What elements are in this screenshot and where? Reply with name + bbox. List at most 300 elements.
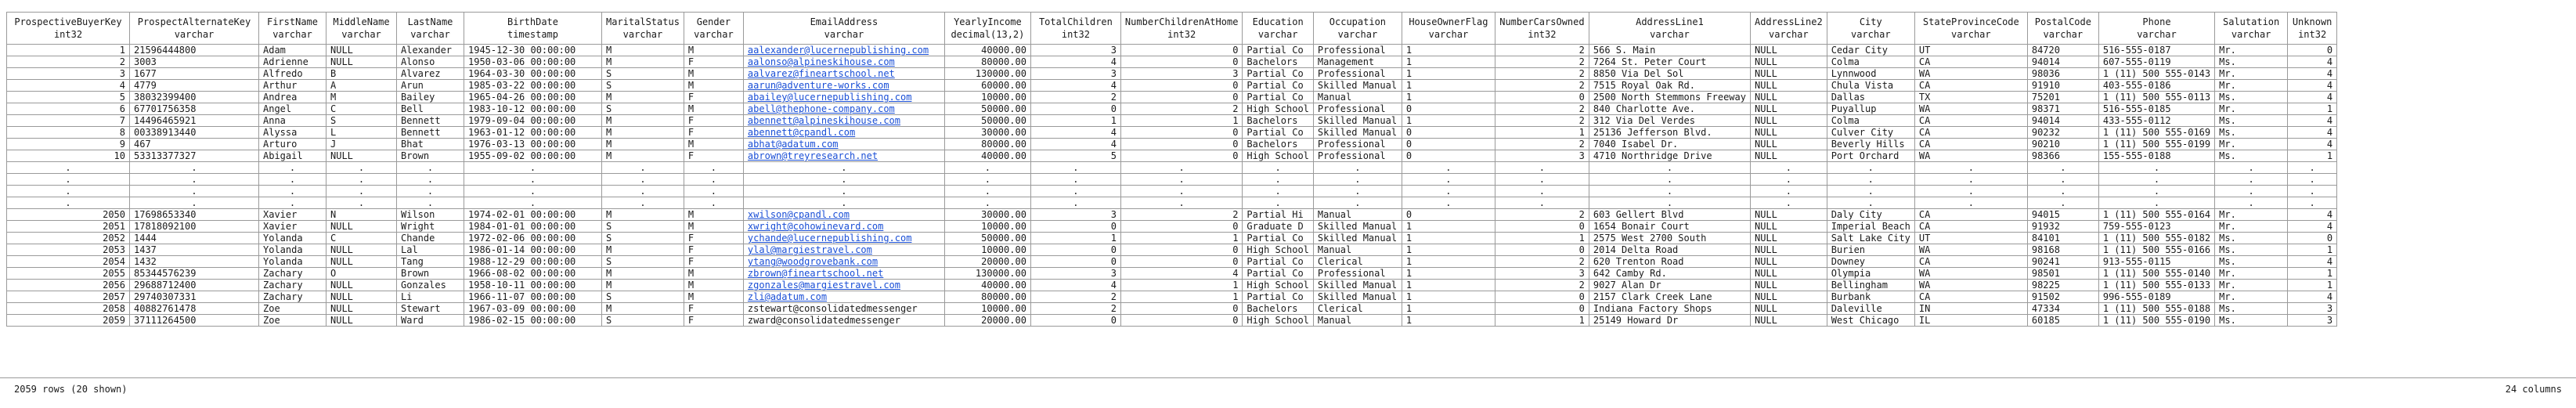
- cell-email-address[interactable]: [743, 92, 944, 103]
- cell-address-line1: 620 Trenton Road: [1589, 256, 1750, 268]
- column-header-city[interactable]: [1827, 13, 1914, 45]
- cell-number-cars-owned: 0: [1495, 221, 1589, 233]
- table-row[interactable]: [7, 139, 2337, 150]
- cell-prospective-buyer-key: 4: [7, 80, 130, 92]
- cell-city: Daleville: [1827, 303, 1914, 315]
- table-row[interactable]: [7, 80, 2337, 92]
- cell-state-province-code: CA: [1914, 291, 2027, 303]
- cell-number-children-at-home: 0: [1120, 80, 1243, 92]
- ellipsis-row: [7, 174, 2337, 186]
- cell-house-owner-flag: 1: [1402, 221, 1495, 233]
- email-link[interactable]: aalvarez@fineartschool.net: [747, 68, 895, 79]
- cell-yearly-income: 10000.00: [944, 221, 1030, 233]
- table-row[interactable]: [7, 115, 2337, 127]
- ellipsis-cell: .: [1313, 197, 1402, 209]
- cell-first-name: Anna: [259, 115, 327, 127]
- ellipsis-row: [7, 197, 2337, 209]
- cell-prospect-alternate-key: 85344576239: [130, 268, 259, 280]
- cell-address-line1: 1654 Bonair Court: [1589, 221, 1750, 233]
- cell-number-cars-owned: 2: [1495, 280, 1589, 291]
- cell-number-cars-owned: 3: [1495, 150, 1589, 162]
- email-link[interactable]: ychande@lucernepublishing.com: [747, 233, 912, 244]
- column-header-unknown[interactable]: [2288, 13, 2337, 45]
- ellipsis-cell: .: [1243, 186, 1313, 197]
- cell-email-address[interactable]: [743, 80, 944, 92]
- cell-email-address[interactable]: [743, 139, 944, 150]
- cell-house-owner-flag: 1: [1402, 45, 1495, 56]
- cell-city: Lynnwood: [1827, 68, 1914, 80]
- cell-postal-code: 98501: [2027, 268, 2098, 280]
- cell-first-name: Alyssa: [259, 127, 327, 139]
- cell-first-name: Xavier: [259, 221, 327, 233]
- cell-number-children-at-home: 0: [1120, 244, 1243, 256]
- column-header-address-line1[interactable]: [1589, 13, 1750, 45]
- cell-number-children-at-home: 2: [1120, 209, 1243, 221]
- cell-phone: 1 (11) 500 555-0143: [2098, 68, 2214, 80]
- cell-last-name: Bell: [397, 103, 464, 115]
- email-link[interactable]: aalexander@lucernepublishing.com: [747, 45, 929, 56]
- column-header-state-province-code[interactable]: [1914, 13, 2027, 45]
- table-row[interactable]: [7, 244, 2337, 256]
- column-header-number-children-at-home[interactable]: [1120, 13, 1243, 45]
- table-row[interactable]: [7, 315, 2337, 327]
- column-type: varchar: [1257, 29, 1298, 40]
- ellipsis-cell: .: [7, 197, 130, 209]
- cell-marital-status: M: [602, 56, 684, 68]
- cell-middle-name: J: [327, 139, 397, 150]
- table-row[interactable]: [7, 150, 2337, 162]
- cell-last-name: Stewart: [397, 303, 464, 315]
- cell-total-children: 2: [1030, 92, 1120, 103]
- column-header-address-line2[interactable]: [1750, 13, 1827, 45]
- cell-number-children-at-home: 0: [1120, 92, 1243, 103]
- cell-total-children: 3: [1030, 209, 1120, 221]
- cell-state-province-code: UT: [1914, 233, 2027, 244]
- cell-number-children-at-home: 1: [1120, 115, 1243, 127]
- cell-number-cars-owned: 2: [1495, 56, 1589, 68]
- cell-email-address[interactable]: [743, 150, 944, 162]
- cell-total-children: 0: [1030, 256, 1120, 268]
- cell-postal-code: 98225: [2027, 280, 2098, 291]
- cell-house-owner-flag: 0: [1402, 139, 1495, 150]
- table-row[interactable]: [7, 303, 2337, 315]
- cell-unknown: 3: [2288, 315, 2337, 327]
- cell-gender: M: [684, 80, 743, 92]
- column-name: StateProvinceCode: [1922, 16, 2019, 27]
- table-row[interactable]: [7, 45, 2337, 56]
- cell-postal-code: 84101: [2027, 233, 2098, 244]
- ellipsis-cell: .: [1750, 186, 1827, 197]
- cell-gender: M: [684, 221, 743, 233]
- column-header-middle-name[interactable]: [327, 13, 397, 45]
- ellipsis-cell: .: [1402, 197, 1495, 209]
- table-header: [7, 13, 2337, 45]
- table-row[interactable]: [7, 68, 2337, 80]
- email-link[interactable]: ytang@woodgrovebank.com: [747, 256, 879, 267]
- cell-number-children-at-home: 0: [1120, 45, 1243, 56]
- cell-marital-status: M: [602, 127, 684, 139]
- cell-gender: F: [684, 233, 743, 244]
- ellipsis-cell: .: [130, 162, 259, 174]
- ellipsis-cell: .: [464, 162, 602, 174]
- ellipsis-cell: .: [602, 186, 684, 197]
- ellipsis-cell: .: [1243, 162, 1313, 174]
- cell-address-line1: 4710 Northridge Drive: [1589, 150, 1750, 162]
- ellipsis-cell: .: [1495, 162, 1589, 174]
- cell-last-name: Gonzales: [397, 280, 464, 291]
- cell-gender: F: [684, 92, 743, 103]
- cell-education: Bachelors: [1243, 56, 1313, 68]
- cell-state-province-code: WA: [1914, 244, 2027, 256]
- cell-unknown: 4: [2288, 221, 2337, 233]
- cell-state-province-code: IL: [1914, 315, 2027, 327]
- email-link[interactable]: xwilson@cpandl.com: [747, 209, 850, 220]
- cell-address-line1: 25149 Howard Dr: [1589, 315, 1750, 327]
- cell-postal-code: 98036: [2027, 68, 2098, 80]
- cell-phone: 1 (11) 500 555-0164: [2098, 209, 2214, 221]
- cell-education: Partial Co: [1243, 233, 1313, 244]
- cell-middle-name: B: [327, 68, 397, 80]
- cell-last-name: Bhat: [397, 139, 464, 150]
- table-row[interactable]: [7, 92, 2337, 103]
- cell-postal-code: 90232: [2027, 127, 2098, 139]
- column-header-number-cars-owned[interactable]: [1495, 13, 1589, 45]
- cell-number-cars-owned: 2: [1495, 256, 1589, 268]
- column-name: AddressLine2: [1754, 16, 1823, 27]
- cell-email-address[interactable]: [743, 244, 944, 256]
- cell-address-line2: NULL: [1750, 150, 1827, 162]
- cell-phone: 1 (11) 500 555-0190: [2098, 315, 2214, 327]
- cell-education: High School: [1243, 150, 1313, 162]
- column-type: varchar: [341, 29, 381, 40]
- cell-unknown: 4: [2288, 92, 2337, 103]
- cell-middle-name: M: [327, 92, 397, 103]
- email-link[interactable]: aalonso@alpineskihouse.com: [747, 56, 895, 67]
- cell-prospect-alternate-key: 1444: [130, 233, 259, 244]
- cell-number-children-at-home: 0: [1120, 315, 1243, 327]
- email-link[interactable]: abell@thephone-company.com: [747, 103, 895, 114]
- email-link[interactable]: zgonzales@margiestravel.com: [747, 280, 900, 291]
- cell-phone: 1 (11) 500 555-0188: [2098, 303, 2214, 315]
- cell-prospective-buyer-key: 2056: [7, 280, 130, 291]
- column-name: MiddleName: [333, 16, 390, 27]
- cell-prospective-buyer-key: 2050: [7, 209, 130, 221]
- cell-middle-name: NULL: [327, 45, 397, 56]
- ellipsis-cell: .: [259, 197, 327, 209]
- cell-yearly-income: 20000.00: [944, 256, 1030, 268]
- cell-prospective-buyer-key: 2055: [7, 268, 130, 280]
- cell-number-children-at-home: 0: [1120, 139, 1243, 150]
- cell-state-province-code: WA: [1914, 68, 2027, 80]
- cell-email-address[interactable]: [743, 56, 944, 68]
- ellipsis-cell: .: [2098, 174, 2214, 186]
- column-name: BirthDate: [507, 16, 559, 27]
- cell-occupation: Skilled Manual: [1313, 291, 1402, 303]
- ellipsis-cell: .: [743, 162, 944, 174]
- cell-yearly-income: 80000.00: [944, 56, 1030, 68]
- cell-birth-date: 1986-01-14 00:00:00: [464, 244, 602, 256]
- ellipsis-cell: .: [743, 174, 944, 186]
- column-header-last-name[interactable]: [397, 13, 464, 45]
- cell-address-line2: NULL: [1750, 244, 1827, 256]
- email-link[interactable]: xwright@cohowinevard.com: [747, 221, 884, 232]
- column-header-prospect-alternate-key[interactable]: [130, 13, 259, 45]
- cell-prospective-buyer-key: 10: [7, 150, 130, 162]
- cell-number-cars-owned: 1: [1495, 233, 1589, 244]
- cell-postal-code: 98168: [2027, 244, 2098, 256]
- table-row[interactable]: [7, 221, 2337, 233]
- cell-unknown: 4: [2288, 80, 2337, 92]
- cell-address-line2: NULL: [1750, 291, 1827, 303]
- table-row[interactable]: [7, 280, 2337, 291]
- cell-total-children: 1: [1030, 233, 1120, 244]
- cell-address-line2: NULL: [1750, 56, 1827, 68]
- cell-unknown: 0: [2288, 45, 2337, 56]
- cell-birth-date: 1966-11-07 00:00:00: [464, 291, 602, 303]
- column-name: AddressLine1: [1636, 16, 1704, 27]
- cell-phone: 403-555-0186: [2098, 80, 2214, 92]
- column-name: YearlyIncome: [954, 16, 1022, 27]
- email-link[interactable]: abennett@cpandl.com: [747, 127, 856, 138]
- column-header-email-address[interactable]: [743, 13, 944, 45]
- cell-house-owner-flag: 1: [1402, 115, 1495, 127]
- column-type: varchar: [2137, 29, 2177, 40]
- cell-birth-date: 1986-02-15 00:00:00: [464, 315, 602, 327]
- table-row[interactable]: [7, 209, 2337, 221]
- cell-prospect-alternate-key: 17818092100: [130, 221, 259, 233]
- cell-state-province-code: CA: [1914, 256, 2027, 268]
- cell-postal-code: 60185: [2027, 315, 2098, 327]
- column-header-house-owner-flag[interactable]: [1402, 13, 1495, 45]
- cell-gender: M: [684, 68, 743, 80]
- column-type: varchar: [1850, 29, 1891, 40]
- cell-state-province-code: CA: [1914, 127, 2027, 139]
- cell-first-name: Arthur: [259, 80, 327, 92]
- cell-address-line1: 566 S. Main: [1589, 45, 1750, 56]
- cell-prospective-buyer-key: 9: [7, 139, 130, 150]
- cell-yearly-income: 10000.00: [944, 303, 1030, 315]
- table-row[interactable]: [7, 268, 2337, 280]
- cell-prospective-buyer-key: 2: [7, 56, 130, 68]
- cell-email-address[interactable]: [743, 280, 944, 291]
- email-link[interactable]: abailey@lucernepublishing.com: [747, 92, 912, 103]
- cell-city: Beverly Hills: [1827, 139, 1914, 150]
- cell-first-name: Xavier: [259, 209, 327, 221]
- cell-address-line1: 2157 Clark Creek Lane: [1589, 291, 1750, 303]
- column-header-first-name[interactable]: [259, 13, 327, 45]
- ellipsis-cell: .: [1495, 186, 1589, 197]
- cell-state-province-code: CA: [1914, 209, 2027, 221]
- ellipsis-cell: .: [2215, 162, 2288, 174]
- cell-city: Dallas: [1827, 92, 1914, 103]
- ellipsis-cell: .: [464, 197, 602, 209]
- table-row[interactable]: [7, 103, 2337, 115]
- column-header-total-children[interactable]: [1030, 13, 1120, 45]
- cell-total-children: 4: [1030, 56, 1120, 68]
- ellipsis-cell: .: [2215, 197, 2288, 209]
- column-header-gender[interactable]: [684, 13, 743, 45]
- cell-city: Chula Vista: [1827, 80, 1914, 92]
- ellipsis-cell: .: [1030, 174, 1120, 186]
- email-link[interactable]: abennett@alpineskihouse.com: [747, 115, 900, 126]
- column-name: Phone: [2142, 16, 2171, 27]
- cell-number-children-at-home: 1: [1120, 291, 1243, 303]
- cell-yearly-income: 60000.00: [944, 80, 1030, 92]
- cell-email-address[interactable]: zstewart@consolidatedmessenger: [743, 303, 944, 315]
- cell-email-address[interactable]: [743, 221, 944, 233]
- cell-email-address[interactable]: [743, 45, 944, 56]
- cell-email-address[interactable]: zward@consolidatedmessenger: [743, 315, 944, 327]
- ellipsis-cell: .: [130, 174, 259, 186]
- cell-marital-status: S: [602, 256, 684, 268]
- cell-gender: F: [684, 315, 743, 327]
- cell-address-line1: 7515 Royal Oak Rd.: [1589, 80, 1750, 92]
- column-header-yearly-income[interactable]: [944, 13, 1030, 45]
- cell-occupation: Professional: [1313, 150, 1402, 162]
- column-header-prospective-buyer-key[interactable]: [7, 13, 130, 45]
- email-link[interactable]: aarun@adventure-works.com: [747, 80, 889, 91]
- ellipsis-cell: .: [684, 162, 743, 174]
- cell-education: Partial Co: [1243, 80, 1313, 92]
- cell-unknown: 4: [2288, 291, 2337, 303]
- column-name: EmailAddress: [810, 16, 879, 27]
- cell-first-name: Zoe: [259, 303, 327, 315]
- cell-email-address[interactable]: [743, 233, 944, 244]
- cell-address-line2: NULL: [1750, 303, 1827, 315]
- email-link[interactable]: zli@adatum.com: [747, 291, 828, 302]
- cell-occupation: Clerical: [1313, 303, 1402, 315]
- cell-birth-date: 1958-10-11 00:00:00: [464, 280, 602, 291]
- cell-occupation: Professional: [1313, 45, 1402, 56]
- cell-address-line2: NULL: [1750, 221, 1827, 233]
- cell-last-name: Alvarez: [397, 68, 464, 80]
- cell-unknown: 1: [2288, 280, 2337, 291]
- cell-phone: 1 (11) 500 555-0140: [2098, 268, 2214, 280]
- ellipsis-cell: .: [327, 174, 397, 186]
- cell-total-children: 3: [1030, 45, 1120, 56]
- cell-address-line1: 8850 Via Del Sol: [1589, 68, 1750, 80]
- cell-email-address[interactable]: [743, 115, 944, 127]
- cell-education: High School: [1243, 280, 1313, 291]
- cell-email-address[interactable]: [743, 68, 944, 80]
- cell-email-address[interactable]: [743, 127, 944, 139]
- cell-state-province-code: CA: [1914, 56, 2027, 68]
- cell-yearly-income: 130000.00: [944, 68, 1030, 80]
- email-link[interactable]: abhat@adatum.com: [747, 139, 839, 150]
- cell-salutation: Ms.: [2215, 150, 2288, 162]
- cell-state-province-code: CA: [1914, 115, 2027, 127]
- cell-email-address[interactable]: [743, 256, 944, 268]
- cell-occupation: Management: [1313, 56, 1402, 68]
- cell-occupation: Manual: [1313, 315, 1402, 327]
- cell-email-address[interactable]: [743, 268, 944, 280]
- cell-last-name: Tang: [397, 256, 464, 268]
- cell-salutation: Mr.: [2215, 139, 2288, 150]
- cell-marital-status: M: [602, 244, 684, 256]
- ellipsis-cell: .: [2215, 174, 2288, 186]
- cell-marital-status: M: [602, 92, 684, 103]
- header-row: [7, 13, 2337, 45]
- column-header-occupation[interactable]: [1313, 13, 1402, 45]
- cell-prospect-alternate-key: 1437: [130, 244, 259, 256]
- cell-last-name: Li: [397, 291, 464, 303]
- cell-total-children: 3: [1030, 268, 1120, 280]
- cell-email-address[interactable]: [743, 103, 944, 115]
- column-header-education[interactable]: [1243, 13, 1313, 45]
- cell-marital-status: M: [602, 268, 684, 280]
- cell-prospect-alternate-key: 17698653340: [130, 209, 259, 221]
- cell-number-children-at-home: 2: [1120, 103, 1243, 115]
- ellipsis-cell: .: [1402, 186, 1495, 197]
- cell-birth-date: 1955-09-02 00:00:00: [464, 150, 602, 162]
- cell-prospect-alternate-key: 29688712400: [130, 280, 259, 291]
- cell-prospective-buyer-key: 2054: [7, 256, 130, 268]
- cell-unknown: 1: [2288, 103, 2337, 115]
- column-name: Education: [1252, 16, 1304, 27]
- cell-phone: 1 (11) 500 555-0133: [2098, 280, 2214, 291]
- ellipsis-cell: .: [944, 186, 1030, 197]
- ellipsis-cell: .: [2027, 186, 2098, 197]
- email-link[interactable]: abrown@treyresearch.net: [747, 150, 879, 161]
- table-row[interactable]: [7, 256, 2337, 268]
- column-count-label: 24 columns: [2505, 384, 2562, 395]
- cell-yearly-income: 40000.00: [944, 280, 1030, 291]
- cell-education: Partial Co: [1243, 291, 1313, 303]
- cell-first-name: Adrienne: [259, 56, 327, 68]
- column-header-postal-code[interactable]: [2027, 13, 2098, 45]
- ellipsis-cell: .: [1914, 162, 2027, 174]
- cell-prospective-buyer-key: 8: [7, 127, 130, 139]
- cell-house-owner-flag: 1: [1402, 80, 1495, 92]
- cell-prospective-buyer-key: 3: [7, 68, 130, 80]
- table-row[interactable]: [7, 127, 2337, 139]
- cell-total-children: 0: [1030, 315, 1120, 327]
- cell-state-province-code: WA: [1914, 103, 2027, 115]
- cell-birth-date: 1950-03-06 00:00:00: [464, 56, 602, 68]
- column-header-birth-date[interactable]: [464, 13, 602, 45]
- status-footer: [0, 377, 2576, 408]
- cell-prospect-alternate-key: 3003: [130, 56, 259, 68]
- cell-address-line2: NULL: [1750, 233, 1827, 244]
- column-header-phone[interactable]: [2098, 13, 2214, 45]
- ellipsis-cell: .: [327, 197, 397, 209]
- cell-education: Partial Co: [1243, 268, 1313, 280]
- email-link[interactable]: ylal@margiestravel.com: [747, 244, 872, 255]
- ellipsis-cell: .: [684, 174, 743, 186]
- email-link[interactable]: zbrown@fineartschool.net: [747, 268, 884, 279]
- cell-total-children: 2: [1030, 303, 1120, 315]
- cell-number-cars-owned: 1: [1495, 315, 1589, 327]
- table-row[interactable]: [7, 56, 2337, 68]
- cell-email-address[interactable]: [743, 209, 944, 221]
- cell-address-line2: NULL: [1750, 209, 1827, 221]
- table-row[interactable]: [7, 233, 2337, 244]
- column-type: varchar: [694, 29, 734, 40]
- column-name: Salutation: [2223, 16, 2280, 27]
- cell-state-province-code: CA: [1914, 221, 2027, 233]
- table-row[interactable]: [7, 291, 2337, 303]
- cell-birth-date: 1983-10-12 00:00:00: [464, 103, 602, 115]
- column-name: NumberChildrenAtHome: [1124, 16, 1239, 27]
- cell-marital-status: S: [602, 233, 684, 244]
- column-header-salutation[interactable]: [2215, 13, 2288, 45]
- cell-unknown: 1: [2288, 150, 2337, 162]
- cell-prospect-alternate-key: 4779: [130, 80, 259, 92]
- column-header-marital-status[interactable]: [602, 13, 684, 45]
- cell-number-children-at-home: 0: [1120, 150, 1243, 162]
- ellipsis-row: [7, 186, 2337, 197]
- cell-email-address[interactable]: [743, 291, 944, 303]
